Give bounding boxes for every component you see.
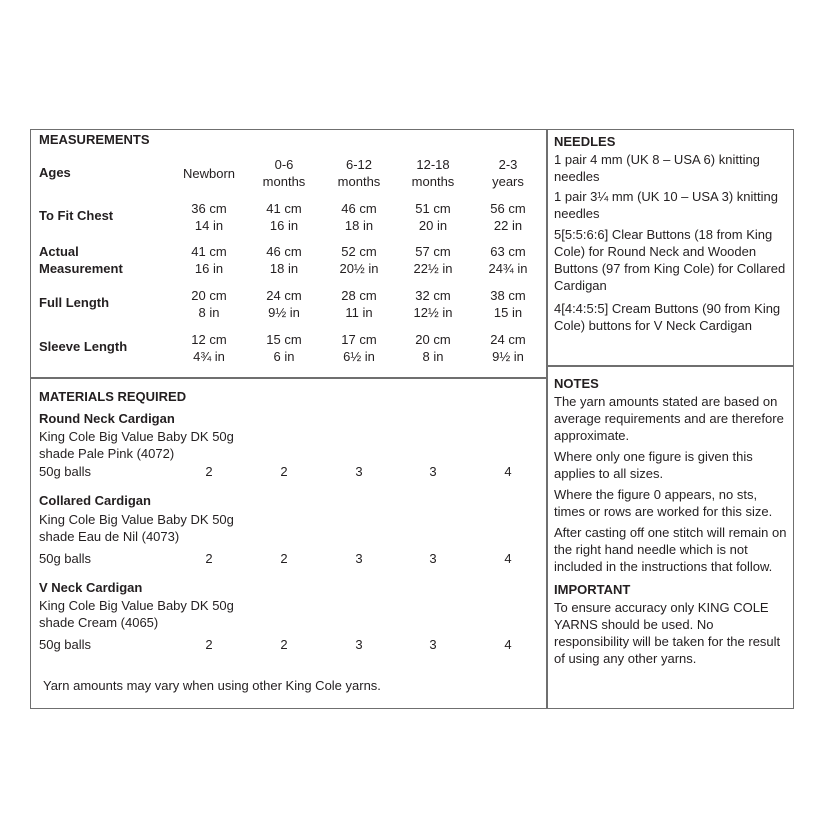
needles-paragraph: 1 pair 4 mm (UK 8 – USA 6) knitting needles: [554, 152, 760, 184]
notes-paragraph: After casting off one stitch will remain on the right hand needle which is not included in the instructions that follow.: [554, 525, 787, 574]
size-header: 0-6 months: [262, 157, 306, 189]
balls-cell: 2: [205, 551, 213, 566]
material-yarn: King Cole Big Value Baby DK 50g: [39, 512, 234, 527]
measure-cell: 15 cm 6 in: [266, 332, 302, 364]
balls-cell: 3: [355, 464, 363, 479]
row-label-sleeve: Sleeve Length: [39, 339, 128, 354]
ages-label: Ages: [39, 165, 71, 180]
notes-paragraph: The yarn amounts stated are based on average requirements and are therefore approximate.: [554, 394, 784, 443]
balls-cell: 4: [504, 551, 512, 566]
size-header: 12-18 months: [411, 157, 455, 189]
balls-cell: 2: [280, 464, 288, 479]
balls-cell: 3: [429, 464, 437, 479]
column-divider: [546, 129, 548, 709]
measure-cell: 32 cm 12½ in: [413, 288, 453, 320]
balls-cell: 3: [355, 551, 363, 566]
row-label-actual: Actual Measurement: [39, 244, 123, 276]
measure-cell: 63 cm 24¾ in: [488, 244, 528, 276]
measure-cell: 51 cm 20 in: [415, 201, 451, 233]
notes-paragraph: Where the figure 0 appears, no sts, times or rows are worked for this size.: [554, 487, 773, 519]
row-label-length: Full Length: [39, 295, 110, 310]
yarn-footnote: Yarn amounts may vary when using other King Cole yarns.: [43, 678, 381, 693]
balls-label: 50g balls: [39, 551, 92, 566]
needles-heading: NEEDLES: [554, 134, 616, 149]
balls-cell: 2: [205, 637, 213, 652]
measure-cell: 17 cm 6½ in: [341, 332, 377, 364]
measure-cell: 38 cm 15 in: [490, 288, 526, 320]
material-yarn: King Cole Big Value Baby DK 50g: [39, 429, 234, 444]
material-shade: shade Eau de Nil (4073): [39, 529, 180, 544]
balls-cell: 3: [355, 637, 363, 652]
measure-cell: 46 cm 18 in: [266, 244, 302, 276]
balls-label: 50g balls: [39, 464, 92, 479]
balls-cell: 3: [429, 637, 437, 652]
important-heading: IMPORTANT: [554, 582, 631, 597]
notes-paragraph: Where only one figure is given this applies to all sizes.: [554, 449, 753, 481]
measure-cell: 57 cm 22½ in: [413, 244, 453, 276]
size-header: 2-3 years: [492, 157, 524, 189]
balls-cell: 4: [504, 464, 512, 479]
measure-cell: 41 cm 16 in: [266, 201, 302, 233]
material-title: V Neck Cardigan: [39, 580, 143, 595]
material-title: Collared Cardigan: [39, 493, 151, 508]
material-shade: shade Cream (4065): [39, 615, 159, 630]
measure-cell: 46 cm 18 in: [341, 201, 377, 233]
balls-cell: 4: [504, 637, 512, 652]
section-divider-left: [30, 377, 547, 379]
material-title: Round Neck Cardigan: [39, 411, 175, 426]
measure-cell: 52 cm 20½ in: [339, 244, 379, 276]
measure-cell: 20 cm 8 in: [191, 288, 227, 320]
measure-cell: 20 cm 8 in: [415, 332, 451, 364]
needles-paragraph: 1 pair 3¼ mm (UK 10 – USA 3) knitting needles: [554, 189, 778, 221]
needles-section: [554, 133, 790, 334]
measure-cell: 56 cm 22 in: [490, 201, 526, 233]
section-divider-right: [546, 365, 794, 367]
material-yarn: King Cole Big Value Baby DK 50g: [39, 598, 234, 613]
buttons-paragraph: 4[4:4:5:5] Cream Buttons (90 from King Cole) buttons for V Neck Cardigan: [554, 301, 781, 333]
notes-heading: NOTES: [554, 376, 599, 391]
materials-heading: MATERIALS REQUIRED: [39, 389, 187, 404]
material-shade: shade Pale Pink (4072): [39, 446, 175, 461]
size-header: Newborn: [182, 166, 236, 181]
important-paragraph: To ensure accuracy only KING COLE YARNS should be used. No responsibility will be taken for the result of using any other yarns.: [554, 600, 781, 666]
balls-cell: 2: [280, 637, 288, 652]
measure-cell: 41 cm 16 in: [191, 244, 227, 276]
balls-cell: 2: [280, 551, 288, 566]
measure-cell: 36 cm 14 in: [191, 201, 227, 233]
balls-cell: 3: [429, 551, 437, 566]
measure-cell: 24 cm 9½ in: [490, 332, 526, 364]
measure-cell: 12 cm 4¾ in: [191, 332, 227, 364]
balls-label: 50g balls: [39, 637, 92, 652]
measure-cell: 28 cm 11 in: [341, 288, 377, 320]
notes-section: [554, 375, 790, 667]
measurements-heading: MEASUREMENTS: [39, 132, 150, 147]
row-label-chest: To Fit Chest: [39, 208, 114, 223]
size-header: 6-12 months: [337, 157, 381, 189]
buttons-paragraph: 5[5:5:6:6] Clear Buttons (18 from King Cole) for Round Neck and Wooden Buttons (97 from King Cole) for Collared Cardigan: [554, 227, 786, 293]
balls-cell: 2: [205, 464, 213, 479]
measure-cell: 24 cm 9½ in: [266, 288, 302, 320]
